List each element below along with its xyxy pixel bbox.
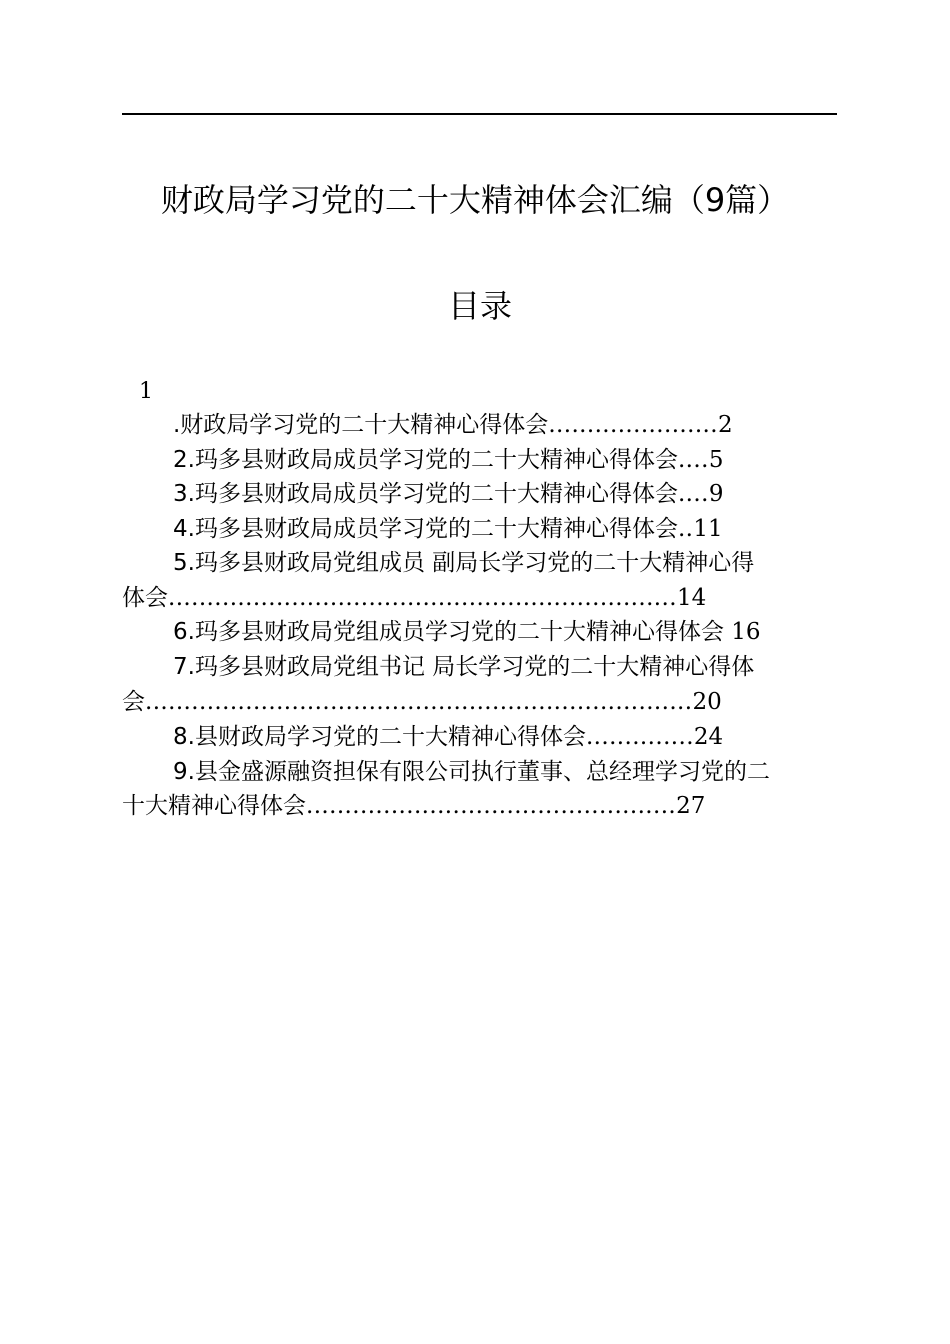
toc-page-number: 9: [708, 481, 724, 507]
toc-page-number: 14: [676, 585, 707, 611]
toc-page-number: 24: [693, 724, 724, 750]
toc-leader-dots: ......................: [548, 412, 718, 438]
toc-entry-text: 6.玛多县财政局党组成员学习党的二十大精神心得体会: [173, 619, 732, 645]
toc-entry-text: 9.县金盛源融资担保有限公司执行董事、总经理学习党的二: [173, 759, 770, 785]
toc-entry-9-line-1[interactable]: [173, 756, 770, 788]
toc-entry-7-line-2[interactable]: [122, 686, 722, 718]
toc-entry-5-line-2[interactable]: [122, 582, 706, 614]
toc-entry-text: 8.县财政局学习党的二十大精神心得体会: [173, 724, 586, 750]
toc-entry-2[interactable]: [173, 444, 723, 476]
toc-leader-dots: ....: [677, 447, 709, 473]
toc-leader-dots: ....: [677, 481, 709, 507]
toc-entry-1[interactable]: [173, 409, 733, 441]
toc-leader-dots: ................................................: [306, 793, 677, 819]
toc-page-number: 27: [676, 793, 706, 819]
toc-leader-dots: ..................................................................: [168, 585, 677, 611]
toc-page-number: 2: [717, 412, 733, 438]
toc-entry-text: 体会: [122, 585, 168, 611]
toc-page-number: 5: [708, 447, 724, 473]
toc-entry-text: 5.玛多县财政局党组成员 副局长学习党的二十大精神心得: [173, 550, 755, 576]
toc-entry-5-line-1[interactable]: [173, 547, 754, 579]
toc-entry-3[interactable]: [173, 478, 723, 510]
toc-entry-text: 十大精神心得体会: [122, 793, 306, 819]
toc-entry-text: 7.玛多县财政局党组书记 局长学习党的二十大精神心得体: [173, 654, 755, 680]
toc-entry-text: 2.玛多县财政局成员学习党的二十大精神心得体会: [173, 447, 678, 473]
toc-entry-6[interactable]: [173, 616, 761, 648]
toc-entry-text: 4.玛多县财政局成员学习党的二十大精神心得体会: [173, 516, 678, 542]
toc-entry-4[interactable]: [173, 513, 723, 545]
toc-page-number: 16: [731, 619, 761, 645]
document-title: 财政局学习党的二十大精神体会汇编（9篇）: [160, 181, 790, 219]
toc-entry-7-line-1[interactable]: [173, 651, 754, 683]
toc-leader-dots: ..............: [585, 724, 694, 750]
toc-entry-8[interactable]: [173, 721, 723, 753]
toc-leader-dots: ..: [677, 516, 694, 542]
toc-entry-1-number: 1: [139, 379, 153, 404]
header-rule: [122, 113, 837, 115]
toc-entry-text: .财政局学习党的二十大精神心得体会: [173, 412, 549, 438]
toc-entry-text: 3.玛多县财政局成员学习党的二十大精神心得体会: [173, 481, 678, 507]
toc-heading: 目录: [447, 287, 512, 325]
toc-page-number: 20: [692, 689, 722, 715]
toc-page-number: 11: [693, 516, 723, 542]
toc-entry-9-line-2[interactable]: [122, 790, 705, 822]
toc-leader-dots: .......................................................................: [145, 689, 693, 715]
toc-entry-text: 会: [122, 689, 145, 715]
